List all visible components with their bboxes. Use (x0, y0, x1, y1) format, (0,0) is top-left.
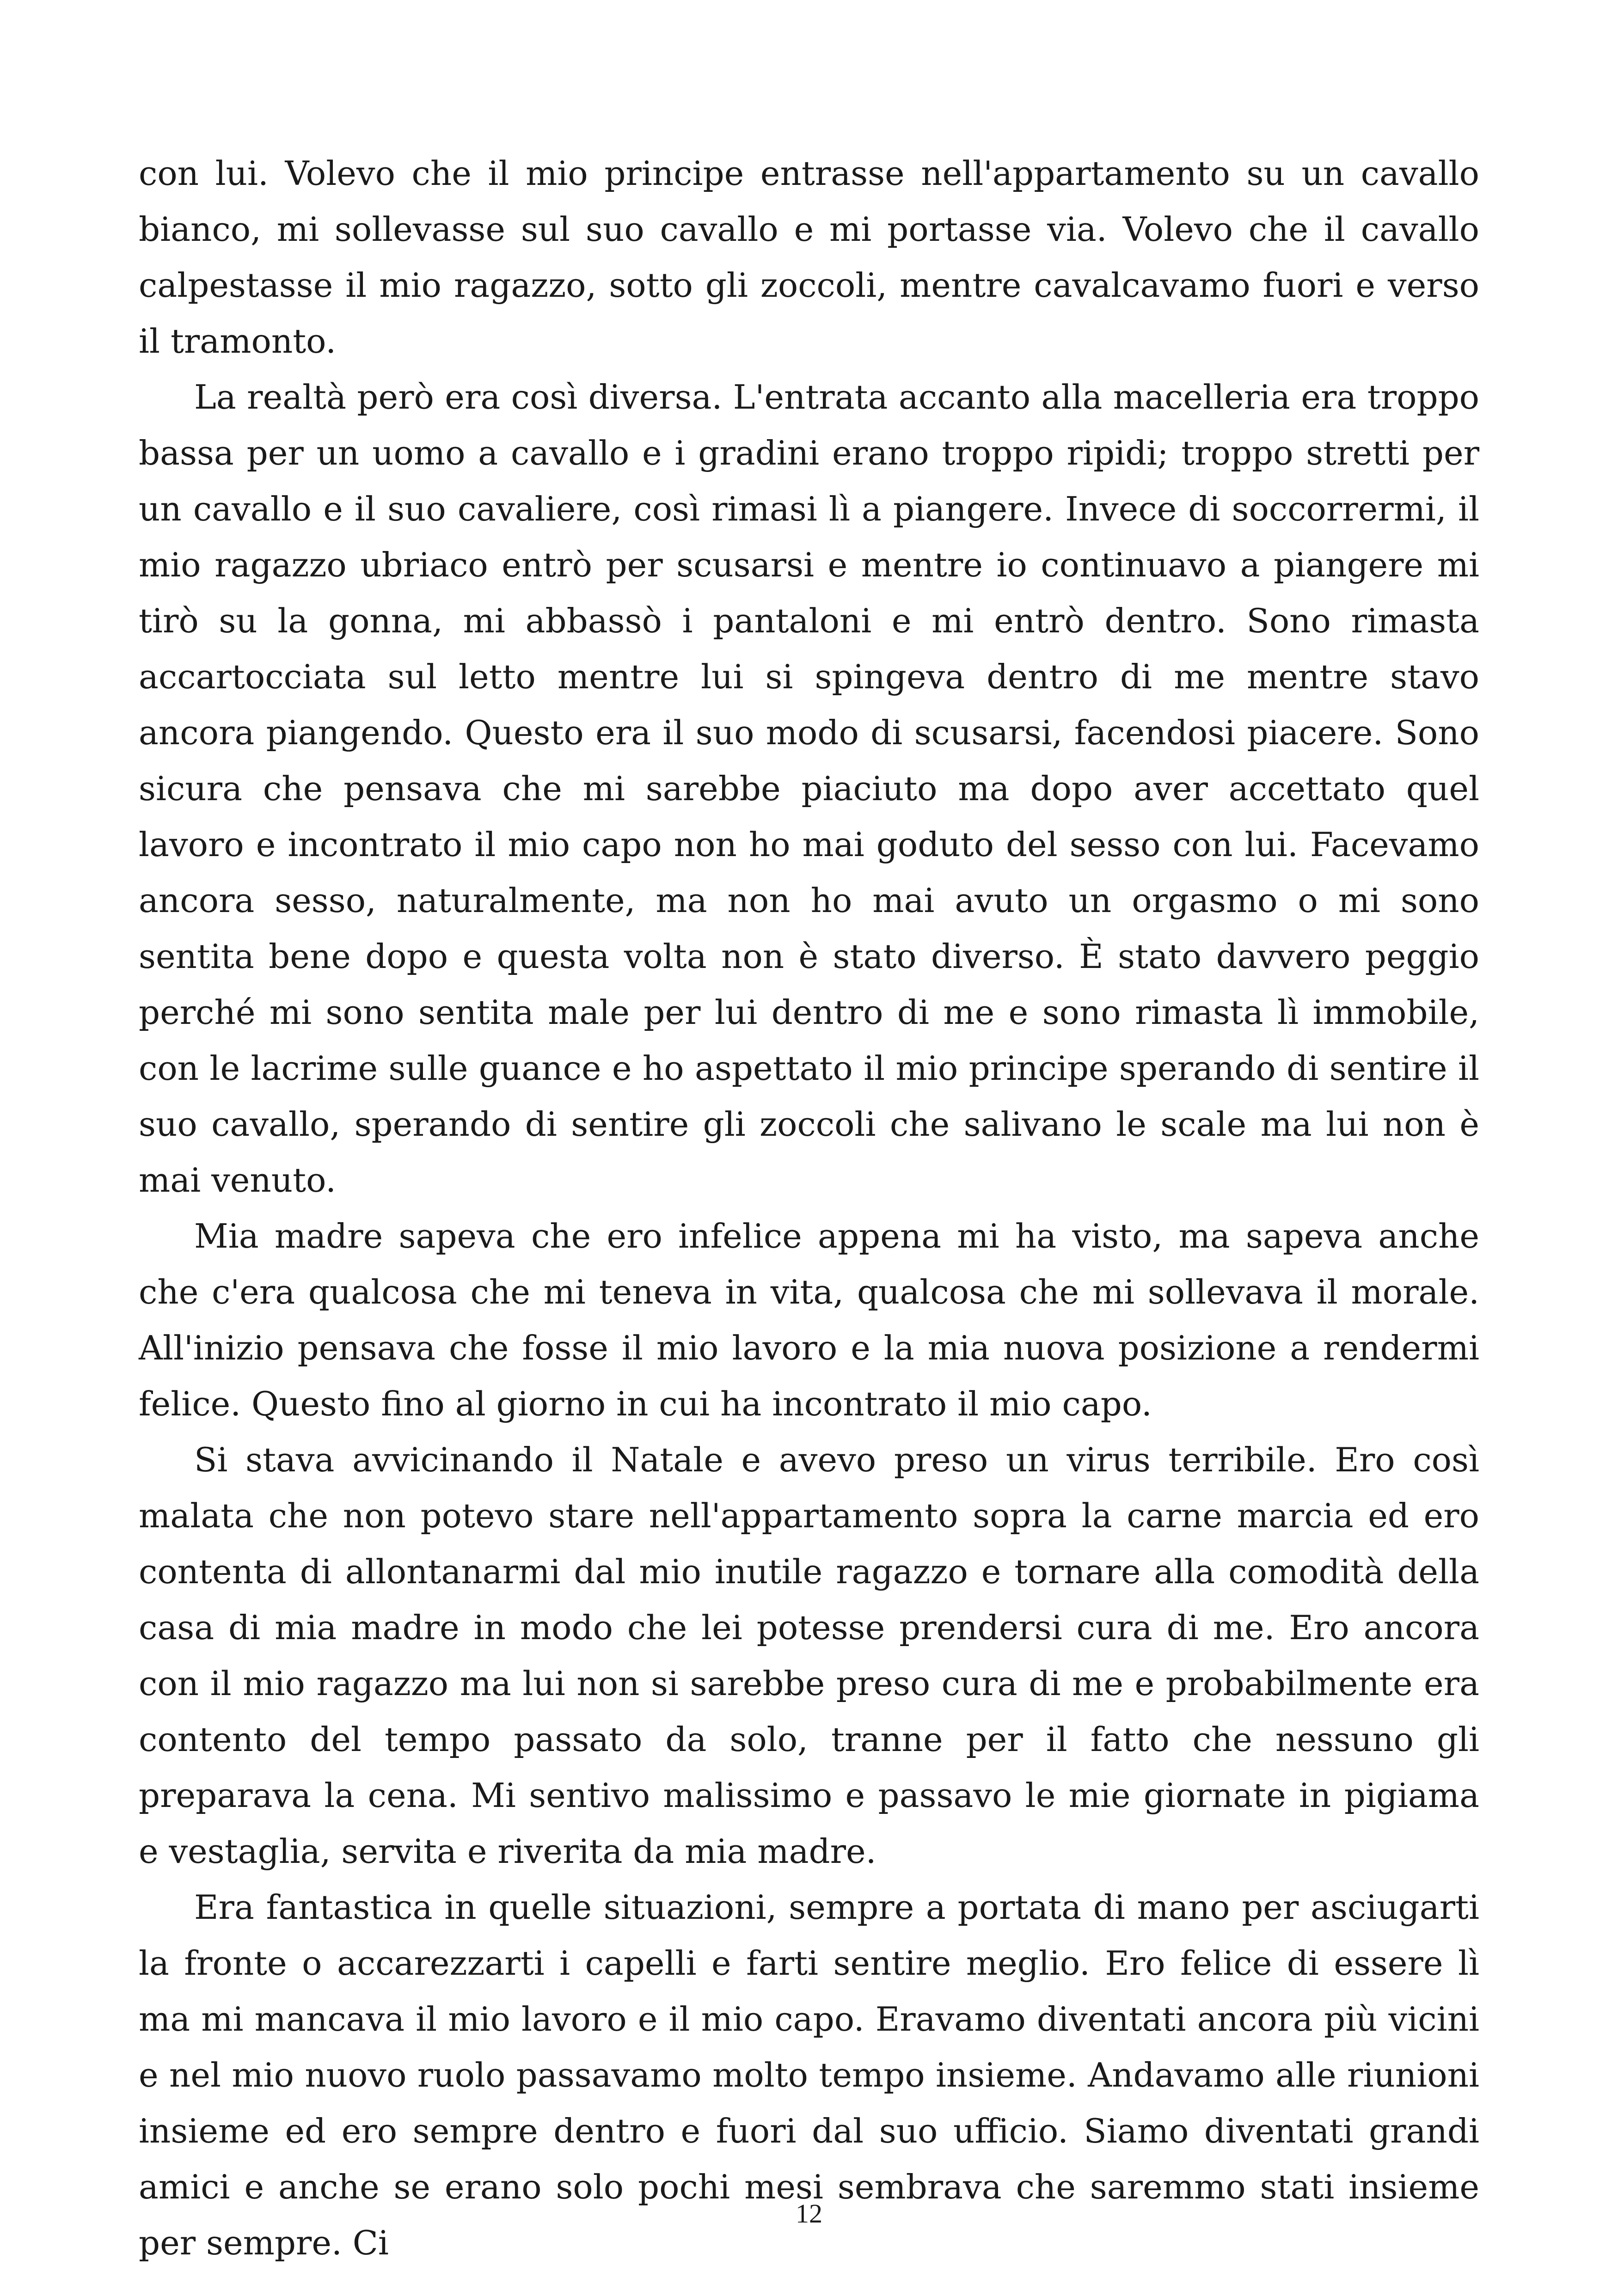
paragraph-5: Era fantastica in quelle situazioni, sempre a portata di mano per asciugarti la fronte o accarezzarti i capelli e farti sentire meglio. Ero felice di essere lì ma mi mancava il mio lavoro e il mio capo. Eravamo diventati ancora più vicini e nel mio nuovo ruolo passavamo molto tempo insieme. Andavamo alle riunioni insieme ed ero sempre dentro e fuori dal suo ufficio. Siamo diventati grandi amici e anche se erano solo pochi mesi sembrava che saremmo stati insieme per sempre. Ci (139, 1888, 1479, 2262)
page-number: 12 (796, 2198, 822, 2229)
body-text (139, 146, 1479, 2271)
paragraph-2: La realtà però era così diversa. L'entrata accanto alla macelleria era troppo bassa per un uomo a cavallo e i gradini erano troppo ripidi; troppo stretti per un cavallo e il suo cavaliere, così rimasi lì a piangere. Invece di soccorrermi, il mio ragazzo ubriaco entrò per scusarsi e mentre io continuavo a piangere mi tirò su la gonna, mi abbassò i pantaloni e mi entrò dentro. Sono rimasta accartocciata sul letto mentre lui si spingeva dentro di me mentre stavo ancora piangendo. Questo era il suo modo di scusarsi, facendosi piacere. Sono sicura che pensava che mi sarebbe piaciuto ma dopo aver accettato quel lavoro e incontrato il mio capo non ho mai goduto del sesso con lui. Facevamo ancora sesso, naturalmente, ma non ho mai avuto un orgasmo o mi sono sentita bene dopo e questa volta non è stato diverso. È stato davvero peggio perché mi sono sentita male per lui dentro di me e sono rimasta lì immobile, con le lacrime sulle guance e ho aspettato il mio principe sperando di sentire il suo cavallo, sperando di sentire gli zoccoli che salivano le scale ma lui non è mai venuto. (139, 378, 1479, 1200)
paragraph-3: Mia madre sapeva che ero infelice appena mi ha visto, ma sapeva anche che c'era qualcosa che mi teneva in vita, qualcosa che mi sollevava il morale. All'inizio pensava che fosse il mio lavoro e la mia nuova posizione a rendermi felice. Questo fino al giorno in cui ha incontrato il mio capo. (139, 1217, 1479, 1423)
paragraph-4: Si stava avvicinando il Natale e avevo preso un virus terribile. Ero così malata che non potevo stare nell'appartamento sopra la carne marcia ed ero contenta di allontanarmi dal mio inutile ragazzo e tornare alla comodità della casa di mia madre in modo che lei potesse prendersi cura di me. Ero ancora con il mio ragazzo ma lui non si sarebbe preso cura di me e probabilmente era contento del tempo passato da solo, tranne per il fatto che nessuno gli preparava la cena. Mi sentivo malissimo e passavo le mie giornate in pigiama e vestaglia, servita e riverita da mia madre. (139, 1440, 1479, 1871)
paragraph-1: con lui. Volevo che il mio principe entrasse nell'appartamento su un cavallo bianco, mi sollevasse sul suo cavallo e mi portasse via. Volevo che il cavallo calpestasse il mio ragazzo, sotto gli zoccoli, mentre cavalcavamo fuori e verso il tramonto. (139, 154, 1479, 361)
